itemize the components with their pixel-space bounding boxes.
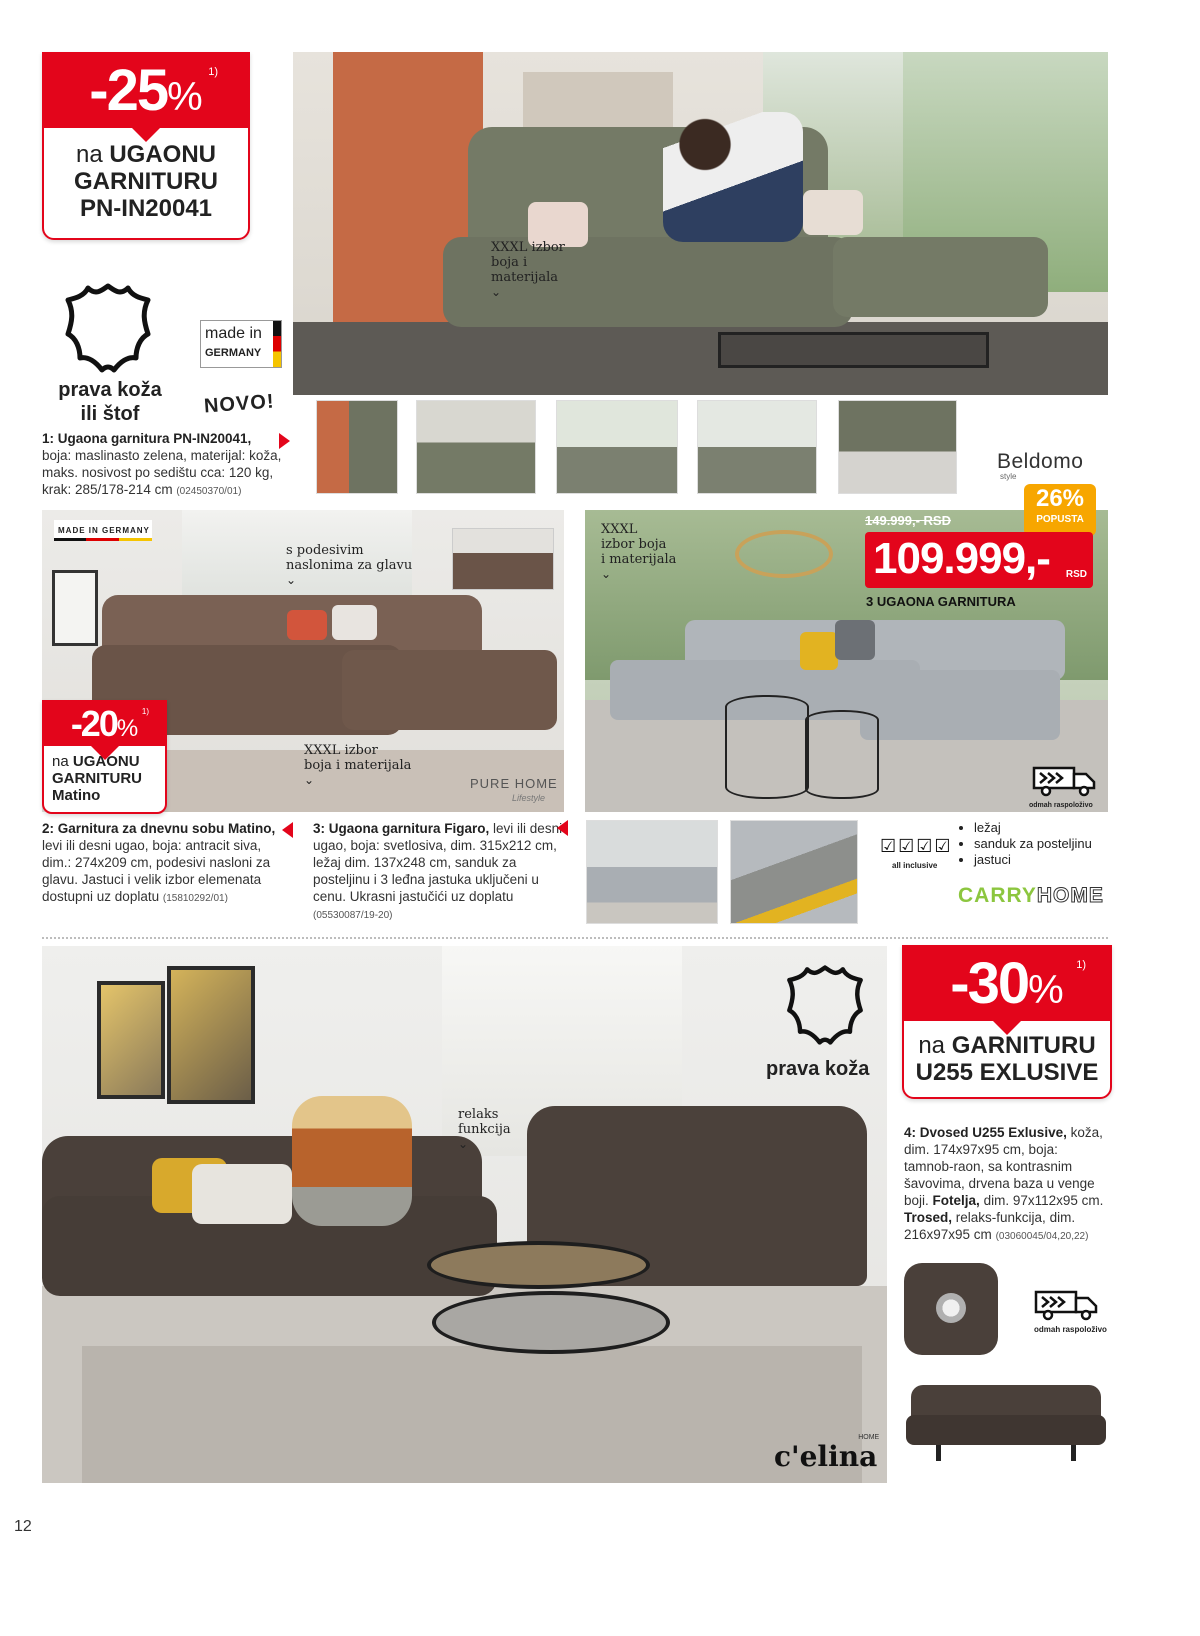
feature-item: • jastuci: [974, 852, 1092, 868]
cushion: [803, 190, 863, 235]
thumbnail-figaro-sofa: [586, 820, 718, 924]
features-list: [962, 820, 1092, 868]
cushion: [332, 605, 377, 640]
thumbnail-robot-cleaner: [838, 400, 957, 494]
all-inclusive-label: all inclusive: [892, 861, 938, 870]
sofa-chaise: [833, 237, 1048, 317]
leather-hide-icon: [58, 282, 158, 374]
pure-home-logo: PURE HOME: [470, 776, 558, 791]
discount-badge-matino: [42, 700, 167, 814]
coffee-table: [427, 1241, 650, 1289]
celina-logo-sub: HOME: [858, 1434, 880, 1441]
leather-hide-icon: [780, 964, 870, 1046]
discount-circle-label: POPUSTA: [1036, 514, 1084, 525]
novo-label: NOVO!: [203, 390, 276, 418]
percent-sign: %: [167, 75, 203, 119]
wall-art: [167, 966, 255, 1104]
living-room-photo-pn-in20041: [293, 52, 1108, 395]
feature-item: • sanduk za posteljinu: [974, 836, 1092, 852]
wall-frame: [52, 570, 98, 646]
discount-percent: -25: [89, 58, 168, 123]
note-line: relaks: [458, 1107, 499, 1122]
new-price: 109.999,-: [873, 534, 1050, 583]
price-product-label: 3 UGAONA GARNITURA: [866, 594, 1016, 609]
note-xxxl-choice: [491, 240, 565, 300]
made-in-germany-strip: [54, 520, 152, 541]
new-price-currency: RSD: [1065, 569, 1087, 580]
discount-text: [44, 128, 248, 223]
product1-text: boja: maslinasto zelena, materijal: koža, maks. nosivost po sedištu cca: 120 kg, krak: 285/178-214 cm: [42, 448, 282, 497]
note-relax-function: [458, 1107, 511, 1152]
product2-title: 2: Garnitura za dnevnu sobu Matino,: [42, 821, 276, 836]
note-line: i materijala: [601, 552, 677, 567]
note-line: funkcija: [458, 1122, 511, 1137]
pure-home-logo-sub: Lifestyle: [512, 793, 546, 803]
footnote-mark: 1): [208, 66, 218, 78]
wall-art: [97, 981, 165, 1099]
thumbnail-recline: [556, 400, 678, 494]
cushion: [287, 610, 327, 640]
note-headrest: [286, 543, 412, 588]
discount-line2: GARNITURU: [52, 769, 142, 787]
footnote-mark: 1): [1076, 959, 1086, 971]
coffee-table: [718, 332, 989, 368]
check-circle-icon: ☑: [916, 836, 935, 856]
delivery-label: odmah raspoloživo: [1034, 1325, 1107, 1334]
inset-headrest-photo: [452, 528, 554, 590]
thumbnail-chaise: [697, 400, 817, 494]
product1-title: 1: Ugaona garnitura PN-IN20041,: [42, 431, 252, 446]
cushion: [835, 620, 875, 660]
product4-code: (03060045/04,20,22): [995, 1231, 1089, 1242]
new-price-box: [865, 532, 1093, 588]
chevron-down-icon: ⌄: [458, 1137, 469, 1151]
beldomo-logo-sub: style: [1000, 472, 1017, 481]
product4-caption: [904, 1124, 1110, 1245]
fotelja-text: dim. 97x112x95 cm.: [983, 1193, 1104, 1208]
product3-caption: [313, 820, 563, 924]
check-circle-icon: ☑: [898, 836, 917, 856]
sofa-chaise: [860, 670, 1060, 740]
page-number: 12: [14, 1518, 32, 1535]
product2-code: (15810292/01): [162, 893, 228, 904]
discount-line1: GARNITURU: [951, 1032, 1096, 1059]
section-divider: [42, 937, 1108, 939]
product4-text: koža, dim. 174x97x95 cm, boja: tamnob-raon, sa kontrasnim šavovima, drvena baza u venge boji.: [904, 1125, 1103, 1208]
pointer-arrow: [282, 822, 293, 838]
product1-caption: [42, 430, 282, 500]
product3-title: 3: Ugaona garnitura Figaro,: [313, 821, 490, 836]
made-in-germany-badge: [200, 320, 282, 368]
note-line: naslonima za glavu: [286, 558, 413, 573]
beldomo-logo: Beldomo: [997, 450, 1084, 473]
discount-percent-box: [904, 947, 1110, 1021]
celina-logo: [774, 1434, 880, 1473]
discount-prefix: na: [918, 1032, 946, 1059]
note-line: s podesivim: [286, 543, 364, 558]
sofa-seat: [906, 1415, 1106, 1445]
carryhome-logo-home: HOME: [1036, 884, 1104, 907]
note-line: materijala: [491, 270, 559, 285]
fotelja-title: Fotelja,: [932, 1193, 980, 1208]
wire-table: [725, 695, 809, 799]
person-silhouette: [663, 112, 803, 242]
discount-line2: U255 EXLUSIVE: [915, 1058, 1099, 1086]
product3-text: levi ili desni ugao, boja: svetlosiva, dim. 315x212 cm, ležaj dim. 137x248 cm, sanduk za posteljinu i 3 leđna jastuka uključeni u cenu. Ukrasni jastučići uz doplatu: [313, 821, 563, 904]
living-room-photo-u255: [42, 946, 887, 1483]
check-circle-icon: ☑: [934, 836, 953, 856]
percent-sign: %: [116, 715, 139, 742]
note-line: XXXL izbor: [491, 240, 565, 255]
cushion: [800, 632, 838, 670]
leather-label: prava koža: [766, 1058, 870, 1080]
all-inclusive-icons: [880, 836, 953, 857]
recline-button: [936, 1293, 966, 1323]
recline-button-detail-photo: [904, 1263, 998, 1355]
made-in-text: made in: [205, 325, 262, 342]
carryhome-logo: [958, 884, 1104, 908]
sofa-leg: [936, 1445, 941, 1461]
coffee-table: [432, 1291, 670, 1354]
check-circle-icon: ☑: [880, 836, 899, 856]
discount-badge-u255: [902, 945, 1112, 1099]
footnote-mark: 1): [141, 707, 149, 716]
discount-percent: -30: [950, 951, 1029, 1016]
thumbnail-person-sofa: [416, 400, 536, 494]
pendant-lamp: [735, 530, 833, 578]
chevron-down-icon: ⌄: [491, 285, 502, 299]
celina-logo-text: c'elina: [774, 1440, 878, 1473]
trosed-text: relaks-funkcija, dim. 216x97x95 cm: [904, 1210, 1076, 1242]
product2-caption: [42, 820, 282, 907]
delivery-truck-icon: [1034, 1288, 1100, 1322]
note-xxxl-choice: [601, 522, 676, 582]
discount-percent-box: [44, 702, 165, 746]
made-in-germany-strip-text: MADE IN GERMANY: [58, 526, 150, 535]
thumbnail-headrest: [316, 400, 398, 494]
product2-text: levi ili desni ugao, boja: antracit siva, dim.: 274x209 cm, podesivi nasloni za glavu. Jastuci i velik izbor elemenata dostupni uz doplatu: [42, 838, 271, 904]
german-flag: [273, 321, 281, 367]
sofa-leg: [1071, 1445, 1076, 1461]
person-silhouette: [292, 1096, 412, 1226]
cushion: [192, 1164, 292, 1224]
pointer-arrow: [557, 820, 568, 836]
chevron-down-icon: ⌄: [286, 573, 297, 587]
product4-title: 4: Dvosed U255 Exlusive,: [904, 1125, 1067, 1140]
rug: [82, 1346, 862, 1483]
discount-prefix: na: [75, 141, 103, 168]
thumbnail-figaro-storage: [730, 820, 858, 924]
wire-table: [805, 710, 879, 799]
pointer-arrow: [279, 433, 290, 449]
old-price: 149.999,- RSD: [865, 513, 951, 528]
note-line: boja i: [491, 255, 528, 270]
discount-line2: GARNITURU: [74, 167, 218, 195]
discount-percent-box: [44, 54, 248, 128]
discount-percent: -20: [70, 703, 117, 744]
discount-badge-ugaona-pn: [42, 52, 250, 240]
delivery-label: odmah raspoloživo: [1029, 802, 1093, 809]
leather-label: prava koža ili štof: [58, 379, 162, 425]
discount-line1: UGAONU: [72, 753, 140, 770]
chevron-down-icon: ⌄: [601, 567, 612, 581]
discount-circle-percent: 26%: [1035, 485, 1085, 512]
delivery-truck-icon: [1032, 764, 1098, 798]
discount-circle: [1024, 484, 1096, 536]
germany-text: GERMANY: [205, 347, 262, 359]
feature-item: • ležaj: [974, 820, 1092, 836]
note-line: izbor boja: [601, 537, 667, 552]
chevron-down-icon: ⌄: [304, 773, 315, 787]
note-line: XXXL izbor: [304, 743, 378, 758]
trosed-title: Trosed,: [904, 1210, 953, 1225]
discount-prefix: na: [52, 753, 69, 770]
discount-line3: Matino: [52, 786, 101, 804]
trosed-product-photo: [906, 1385, 1106, 1465]
carryhome-logo-carry: CARRY: [958, 884, 1037, 907]
note-line: XXXL: [601, 522, 638, 537]
product1-code: (02450370/01): [176, 486, 242, 497]
note-xxxl-choice: [304, 743, 411, 788]
sofa-chaise: [342, 650, 557, 730]
note-line: boja i materijala: [304, 758, 412, 773]
product3-code: (05530087/19-20): [313, 910, 393, 921]
discount-line3: PN-IN20041: [79, 194, 213, 222]
discount-line1: UGAONU: [109, 141, 217, 168]
percent-sign: %: [1028, 968, 1064, 1012]
